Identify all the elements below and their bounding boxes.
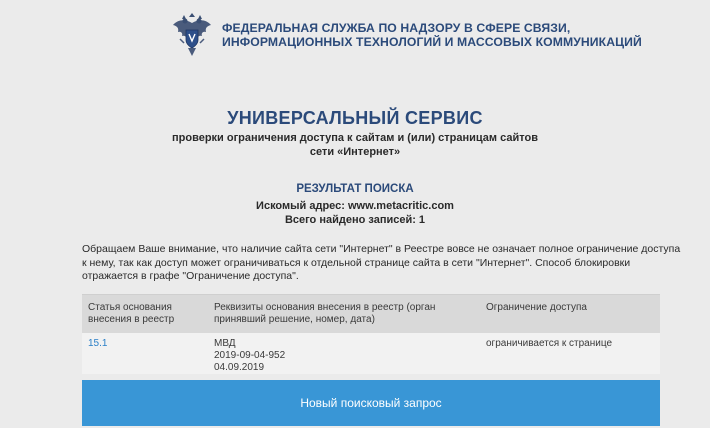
header-article: Статья основания внесения в реестр (88, 302, 175, 325)
decision-date: 04.09.2019 (214, 362, 265, 373)
site-header (172, 12, 642, 58)
decision-number: 2019-09-04-952 (214, 350, 286, 361)
authority-text: МВД (214, 338, 236, 349)
service-subtitle-line1: проверки ограничения доступа к сайтам и (или) страницам сайтов (172, 132, 538, 144)
service-subtitle (0, 131, 710, 159)
header-restriction: Ограничение доступа (486, 302, 587, 313)
restriction-cell: ограничивается к странице (486, 338, 613, 349)
agency-name-line2: ИНФОРМАЦИОННЫХ ТЕХНОЛОГИЙ И МАССОВЫХ КОММУНИКАЦИЙ (222, 35, 642, 49)
agency-name (222, 21, 642, 49)
double-headed-eagle-icon (172, 13, 212, 57)
total-found: Всего найдено записей: 1 (284, 214, 426, 226)
searched-address: Искомый адрес: www.metacritic.com (256, 200, 454, 212)
result-info (0, 199, 710, 227)
header-requisites: Реквизиты основания внесения в реестр (орган принявший решение, номер, дата) (214, 302, 436, 325)
requisites-cell (214, 338, 474, 374)
new-search-button[interactable]: Новый поисковый запрос (82, 380, 660, 426)
service-title: УНИВЕРСАЛЬНЫЙ СЕРВИС (227, 108, 483, 128)
agency-name-line1: ФЕДЕРАЛЬНАЯ СЛУЖБА ПО НАДЗОРУ В СФЕРЕ СВЯЗИ, (222, 21, 571, 35)
results-table (82, 294, 660, 374)
table-row (82, 333, 660, 374)
article-link[interactable]: 15.1 (88, 338, 108, 349)
service-subtitle-line2: сети «Интернет» (309, 146, 401, 158)
notice-text: Обращаем Ваше внимание, что наличие сайта сети "Интернет" в Реестре вовсе не означает полное ограничение доступа к нему, так как доступ может ограничиваться к отдельной странице сайта в сети "Интернет". Способ блокировки отражается в графе "Ограничение доступа". (82, 243, 681, 282)
result-title: РЕЗУЛЬТАТ ПОИСКА (296, 183, 414, 195)
table-header (82, 294, 660, 333)
